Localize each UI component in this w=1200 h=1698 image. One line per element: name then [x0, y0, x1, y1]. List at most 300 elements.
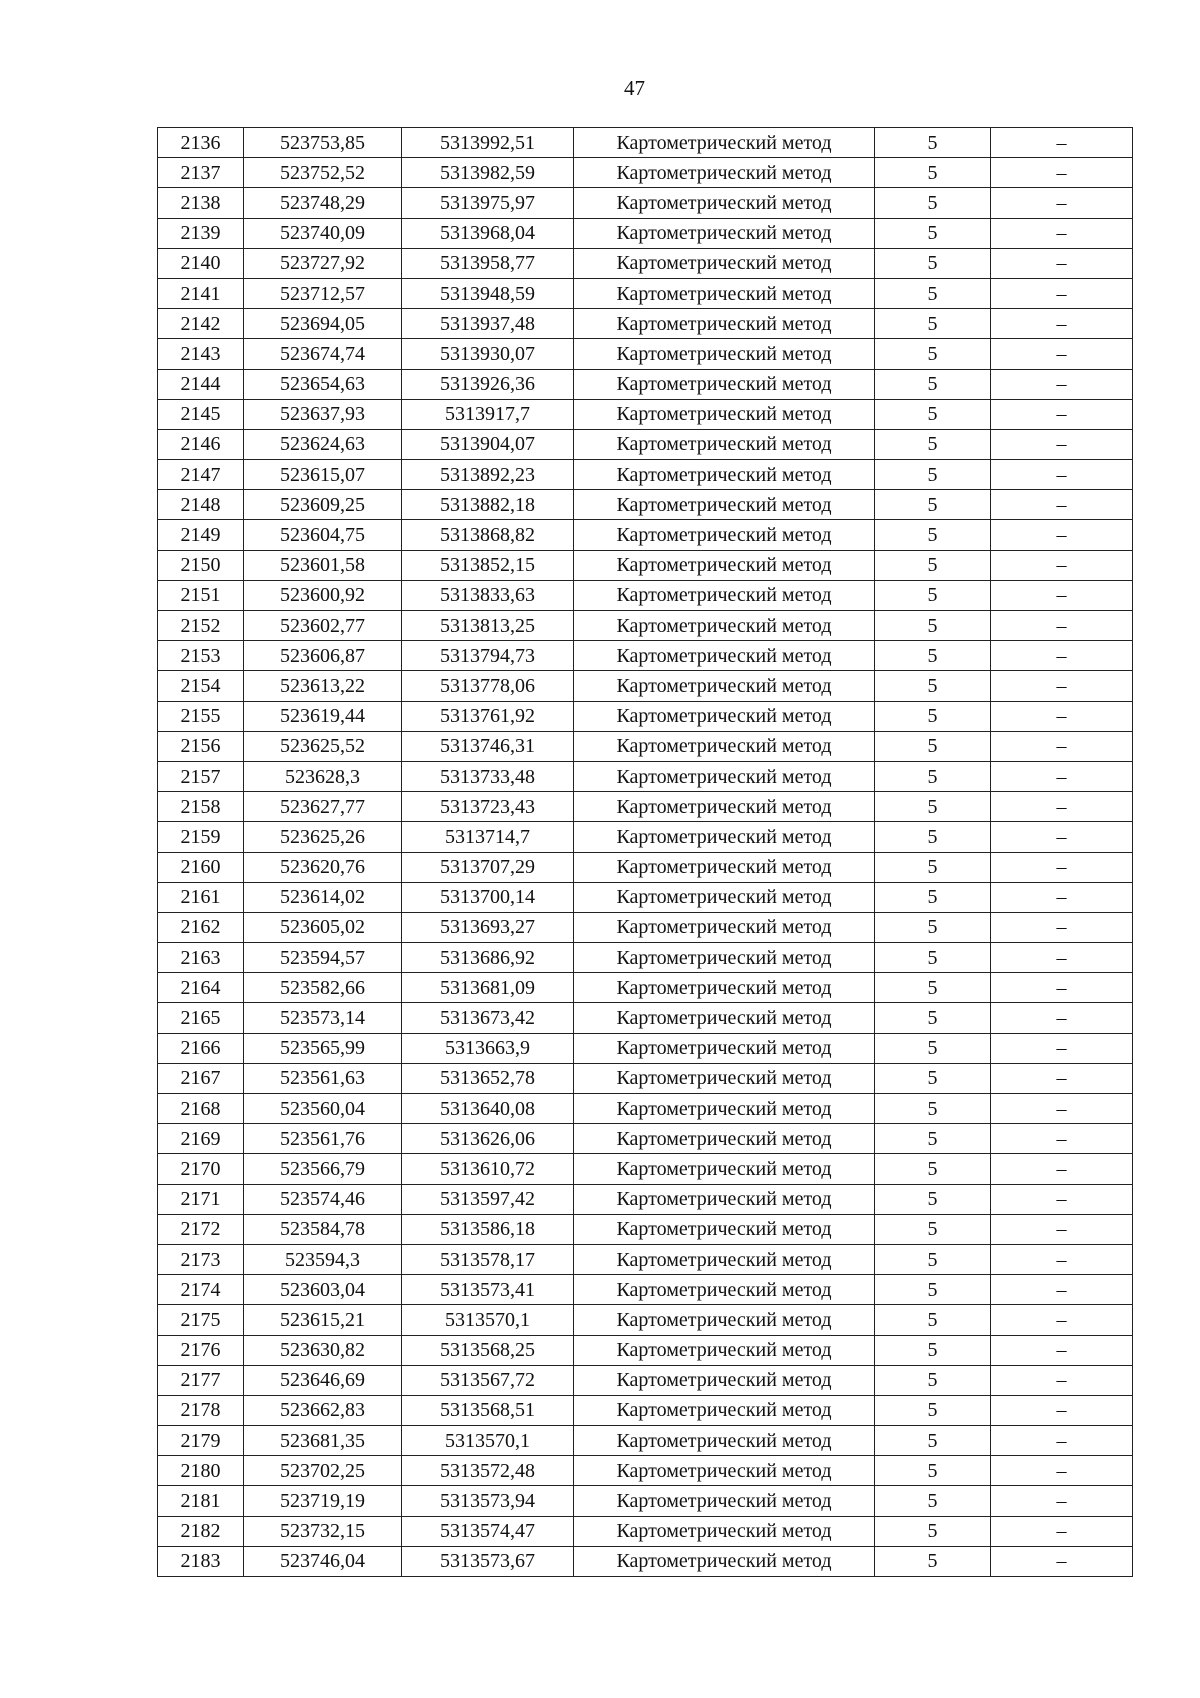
x-coordinate-cell: 523594,3	[244, 1244, 402, 1274]
x-coordinate-cell: 523654,63	[244, 369, 402, 399]
x-coordinate-cell: 523619,44	[244, 701, 402, 731]
x-coordinate-cell: 523625,52	[244, 731, 402, 761]
accuracy-cell: 5	[875, 460, 991, 490]
y-coordinate-cell: 5313570,1	[402, 1305, 574, 1335]
method-cell: Картометрический метод	[574, 248, 875, 278]
x-coordinate-cell: 523601,58	[244, 550, 402, 580]
method-cell: Картометрический метод	[574, 399, 875, 429]
point-number-cell: 2151	[158, 580, 244, 610]
table-row	[158, 1154, 1133, 1184]
x-coordinate-cell: 523603,04	[244, 1275, 402, 1305]
point-number-cell: 2182	[158, 1516, 244, 1546]
method-cell: Картометрический метод	[574, 520, 875, 550]
accuracy-cell: 5	[875, 822, 991, 852]
accuracy-cell: 5	[875, 1516, 991, 1546]
point-number-cell: 2179	[158, 1426, 244, 1456]
note-cell: –	[991, 973, 1133, 1003]
y-coordinate-cell: 5313948,59	[402, 278, 574, 308]
method-cell: Картометрический метод	[574, 278, 875, 308]
note-cell: –	[991, 278, 1133, 308]
y-coordinate-cell: 5313982,59	[402, 158, 574, 188]
accuracy-cell: 5	[875, 1305, 991, 1335]
accuracy-cell: 5	[875, 611, 991, 641]
x-coordinate-cell: 523604,75	[244, 520, 402, 550]
accuracy-cell: 5	[875, 309, 991, 339]
method-cell: Картометрический метод	[574, 611, 875, 641]
note-cell: –	[991, 1124, 1133, 1154]
note-cell: –	[991, 1546, 1133, 1576]
note-cell: –	[991, 369, 1133, 399]
y-coordinate-cell: 5313673,42	[402, 1003, 574, 1033]
y-coordinate-cell: 5313700,14	[402, 882, 574, 912]
accuracy-cell: 5	[875, 128, 991, 158]
accuracy-cell: 5	[875, 731, 991, 761]
accuracy-cell: 5	[875, 1244, 991, 1274]
table-row	[158, 1094, 1133, 1124]
point-number-cell: 2162	[158, 912, 244, 942]
method-cell: Картометрический метод	[574, 128, 875, 158]
note-cell: –	[991, 701, 1133, 731]
table-row	[158, 278, 1133, 308]
y-coordinate-cell: 5313652,78	[402, 1063, 574, 1093]
point-number-cell: 2158	[158, 792, 244, 822]
method-cell: Картометрический метод	[574, 490, 875, 520]
coordinates-table	[157, 127, 1133, 1577]
table-row	[158, 128, 1133, 158]
point-number-cell: 2144	[158, 369, 244, 399]
point-number-cell: 2150	[158, 550, 244, 580]
point-number-cell: 2161	[158, 882, 244, 912]
x-coordinate-cell: 523740,09	[244, 218, 402, 248]
y-coordinate-cell: 5313586,18	[402, 1214, 574, 1244]
note-cell: –	[991, 490, 1133, 520]
point-number-cell: 2160	[158, 852, 244, 882]
method-cell: Картометрический метод	[574, 1033, 875, 1063]
point-number-cell: 2159	[158, 822, 244, 852]
table-row	[158, 339, 1133, 369]
method-cell: Картометрический метод	[574, 1003, 875, 1033]
point-number-cell: 2136	[158, 128, 244, 158]
table-row	[158, 1335, 1133, 1365]
method-cell: Картометрический метод	[574, 1456, 875, 1486]
method-cell: Картометрический метод	[574, 852, 875, 882]
point-number-cell: 2166	[158, 1033, 244, 1063]
table-row	[158, 399, 1133, 429]
table-row	[158, 218, 1133, 248]
accuracy-cell: 5	[875, 158, 991, 188]
note-cell: –	[991, 912, 1133, 942]
accuracy-cell: 5	[875, 882, 991, 912]
x-coordinate-cell: 523566,79	[244, 1154, 402, 1184]
table-row	[158, 611, 1133, 641]
table-row	[158, 1033, 1133, 1063]
x-coordinate-cell: 523630,82	[244, 1335, 402, 1365]
x-coordinate-cell: 523605,02	[244, 912, 402, 942]
point-number-cell: 2172	[158, 1214, 244, 1244]
y-coordinate-cell: 5313868,82	[402, 520, 574, 550]
point-number-cell: 2153	[158, 641, 244, 671]
method-cell: Картометрический метод	[574, 1184, 875, 1214]
note-cell: –	[991, 1335, 1133, 1365]
accuracy-cell: 5	[875, 1184, 991, 1214]
method-cell: Картометрический метод	[574, 761, 875, 791]
x-coordinate-cell: 523702,25	[244, 1456, 402, 1486]
point-number-cell: 2154	[158, 671, 244, 701]
y-coordinate-cell: 5313778,06	[402, 671, 574, 701]
method-cell: Картометрический метод	[574, 1244, 875, 1274]
y-coordinate-cell: 5313746,31	[402, 731, 574, 761]
x-coordinate-cell: 523561,76	[244, 1124, 402, 1154]
method-cell: Картометрический метод	[574, 218, 875, 248]
point-number-cell: 2148	[158, 490, 244, 520]
point-number-cell: 2145	[158, 399, 244, 429]
x-coordinate-cell: 523727,92	[244, 248, 402, 278]
method-cell: Картометрический метод	[574, 912, 875, 942]
table-row	[158, 1486, 1133, 1516]
y-coordinate-cell: 5313567,72	[402, 1365, 574, 1395]
note-cell: –	[991, 429, 1133, 459]
table-row	[158, 550, 1133, 580]
point-number-cell: 2171	[158, 1184, 244, 1214]
point-number-cell: 2141	[158, 278, 244, 308]
method-cell: Картометрический метод	[574, 701, 875, 731]
y-coordinate-cell: 5313610,72	[402, 1154, 574, 1184]
table-row	[158, 1426, 1133, 1456]
x-coordinate-cell: 523625,26	[244, 822, 402, 852]
x-coordinate-cell: 523637,93	[244, 399, 402, 429]
y-coordinate-cell: 5313574,47	[402, 1516, 574, 1546]
note-cell: –	[991, 1033, 1133, 1063]
y-coordinate-cell: 5313926,36	[402, 369, 574, 399]
point-number-cell: 2183	[158, 1546, 244, 1576]
note-cell: –	[991, 822, 1133, 852]
y-coordinate-cell: 5313892,23	[402, 460, 574, 490]
y-coordinate-cell: 5313852,15	[402, 550, 574, 580]
accuracy-cell: 5	[875, 1275, 991, 1305]
x-coordinate-cell: 523602,77	[244, 611, 402, 641]
method-cell: Картометрический метод	[574, 641, 875, 671]
y-coordinate-cell: 5313573,94	[402, 1486, 574, 1516]
x-coordinate-cell: 523752,52	[244, 158, 402, 188]
accuracy-cell: 5	[875, 1033, 991, 1063]
table-row	[158, 1184, 1133, 1214]
table-row	[158, 369, 1133, 399]
note-cell: –	[991, 731, 1133, 761]
accuracy-cell: 5	[875, 1124, 991, 1154]
accuracy-cell: 5	[875, 1063, 991, 1093]
accuracy-cell: 5	[875, 1365, 991, 1395]
y-coordinate-cell: 5313597,42	[402, 1184, 574, 1214]
note-cell: –	[991, 761, 1133, 791]
accuracy-cell: 5	[875, 1395, 991, 1425]
note-cell: –	[991, 1516, 1133, 1546]
point-number-cell: 2168	[158, 1094, 244, 1124]
method-cell: Картометрический метод	[574, 792, 875, 822]
accuracy-cell: 5	[875, 761, 991, 791]
accuracy-cell: 5	[875, 1003, 991, 1033]
table-row	[158, 792, 1133, 822]
method-cell: Картометрический метод	[574, 1154, 875, 1184]
table-body	[158, 128, 1133, 1577]
table-row	[158, 1275, 1133, 1305]
accuracy-cell: 5	[875, 973, 991, 1003]
x-coordinate-cell: 523594,57	[244, 943, 402, 973]
y-coordinate-cell: 5313992,51	[402, 128, 574, 158]
y-coordinate-cell: 5313937,48	[402, 309, 574, 339]
method-cell: Картометрический метод	[574, 671, 875, 701]
point-number-cell: 2139	[158, 218, 244, 248]
method-cell: Картометрический метод	[574, 309, 875, 339]
x-coordinate-cell: 523681,35	[244, 1426, 402, 1456]
method-cell: Картометрический метод	[574, 1124, 875, 1154]
point-number-cell: 2178	[158, 1395, 244, 1425]
point-number-cell: 2167	[158, 1063, 244, 1093]
method-cell: Картометрический метод	[574, 1063, 875, 1093]
method-cell: Картометрический метод	[574, 158, 875, 188]
x-coordinate-cell: 523615,07	[244, 460, 402, 490]
table-row	[158, 701, 1133, 731]
point-number-cell: 2175	[158, 1305, 244, 1335]
accuracy-cell: 5	[875, 490, 991, 520]
table-row	[158, 912, 1133, 942]
table-row	[158, 1124, 1133, 1154]
y-coordinate-cell: 5313714,7	[402, 822, 574, 852]
x-coordinate-cell: 523584,78	[244, 1214, 402, 1244]
x-coordinate-cell: 523614,02	[244, 882, 402, 912]
method-cell: Картометрический метод	[574, 1094, 875, 1124]
method-cell: Картометрический метод	[574, 580, 875, 610]
note-cell: –	[991, 1305, 1133, 1335]
x-coordinate-cell: 523748,29	[244, 188, 402, 218]
x-coordinate-cell: 523753,85	[244, 128, 402, 158]
point-number-cell: 2173	[158, 1244, 244, 1274]
point-number-cell: 2146	[158, 429, 244, 459]
method-cell: Картометрический метод	[574, 943, 875, 973]
accuracy-cell: 5	[875, 943, 991, 973]
note-cell: –	[991, 671, 1133, 701]
table-row	[158, 1395, 1133, 1425]
point-number-cell: 2156	[158, 731, 244, 761]
y-coordinate-cell: 5313570,1	[402, 1426, 574, 1456]
x-coordinate-cell: 523606,87	[244, 641, 402, 671]
method-cell: Картометрический метод	[574, 188, 875, 218]
note-cell: –	[991, 309, 1133, 339]
note-cell: –	[991, 1063, 1133, 1093]
accuracy-cell: 5	[875, 399, 991, 429]
method-cell: Картометрический метод	[574, 550, 875, 580]
point-number-cell: 2181	[158, 1486, 244, 1516]
method-cell: Картометрический метод	[574, 1395, 875, 1425]
y-coordinate-cell: 5313794,73	[402, 641, 574, 671]
table-row	[158, 731, 1133, 761]
y-coordinate-cell: 5313686,92	[402, 943, 574, 973]
y-coordinate-cell: 5313693,27	[402, 912, 574, 942]
table-row	[158, 641, 1133, 671]
point-number-cell: 2174	[158, 1275, 244, 1305]
point-number-cell: 2157	[158, 761, 244, 791]
accuracy-cell: 5	[875, 188, 991, 218]
note-cell: –	[991, 1244, 1133, 1274]
accuracy-cell: 5	[875, 429, 991, 459]
y-coordinate-cell: 5313733,48	[402, 761, 574, 791]
note-cell: –	[991, 1184, 1133, 1214]
table-row	[158, 1305, 1133, 1335]
note-cell: –	[991, 1365, 1133, 1395]
x-coordinate-cell: 523582,66	[244, 973, 402, 1003]
y-coordinate-cell: 5313968,04	[402, 218, 574, 248]
y-coordinate-cell: 5313681,09	[402, 973, 574, 1003]
accuracy-cell: 5	[875, 218, 991, 248]
point-number-cell: 2143	[158, 339, 244, 369]
y-coordinate-cell: 5313568,51	[402, 1395, 574, 1425]
x-coordinate-cell: 523627,77	[244, 792, 402, 822]
x-coordinate-cell: 523694,05	[244, 309, 402, 339]
note-cell: –	[991, 943, 1133, 973]
note-cell: –	[991, 1275, 1133, 1305]
table-row	[158, 580, 1133, 610]
accuracy-cell: 5	[875, 701, 991, 731]
x-coordinate-cell: 523574,46	[244, 1184, 402, 1214]
note-cell: –	[991, 339, 1133, 369]
accuracy-cell: 5	[875, 1335, 991, 1365]
note-cell: –	[991, 128, 1133, 158]
table-row	[158, 973, 1133, 1003]
point-number-cell: 2164	[158, 973, 244, 1003]
note-cell: –	[991, 1395, 1133, 1425]
method-cell: Картометрический метод	[574, 1275, 875, 1305]
note-cell: –	[991, 460, 1133, 490]
y-coordinate-cell: 5313572,48	[402, 1456, 574, 1486]
x-coordinate-cell: 523615,21	[244, 1305, 402, 1335]
accuracy-cell: 5	[875, 369, 991, 399]
table-row	[158, 852, 1133, 882]
y-coordinate-cell: 5313904,07	[402, 429, 574, 459]
point-number-cell: 2165	[158, 1003, 244, 1033]
note-cell: –	[991, 550, 1133, 580]
accuracy-cell: 5	[875, 1486, 991, 1516]
note-cell: –	[991, 1003, 1133, 1033]
x-coordinate-cell: 523561,63	[244, 1063, 402, 1093]
note-cell: –	[991, 641, 1133, 671]
point-number-cell: 2147	[158, 460, 244, 490]
point-number-cell: 2138	[158, 188, 244, 218]
method-cell: Картометрический метод	[574, 1335, 875, 1365]
table-row	[158, 158, 1133, 188]
accuracy-cell: 5	[875, 248, 991, 278]
method-cell: Картометрический метод	[574, 1365, 875, 1395]
accuracy-cell: 5	[875, 520, 991, 550]
table-row	[158, 188, 1133, 218]
method-cell: Картометрический метод	[574, 731, 875, 761]
y-coordinate-cell: 5313917,7	[402, 399, 574, 429]
table-row	[158, 1516, 1133, 1546]
method-cell: Картометрический метод	[574, 1305, 875, 1335]
note-cell: –	[991, 1094, 1133, 1124]
table-row	[158, 943, 1133, 973]
x-coordinate-cell: 523628,3	[244, 761, 402, 791]
y-coordinate-cell: 5313573,41	[402, 1275, 574, 1305]
y-coordinate-cell: 5313573,67	[402, 1546, 574, 1576]
x-coordinate-cell: 523732,15	[244, 1516, 402, 1546]
method-cell: Картометрический метод	[574, 1546, 875, 1576]
table-row	[158, 1063, 1133, 1093]
table-row	[158, 1456, 1133, 1486]
table-row	[158, 460, 1133, 490]
method-cell: Картометрический метод	[574, 429, 875, 459]
x-coordinate-cell: 523573,14	[244, 1003, 402, 1033]
table-row	[158, 520, 1133, 550]
note-cell: –	[991, 399, 1133, 429]
x-coordinate-cell: 523712,57	[244, 278, 402, 308]
point-number-cell: 2170	[158, 1154, 244, 1184]
note-cell: –	[991, 218, 1133, 248]
point-number-cell: 2177	[158, 1365, 244, 1395]
point-number-cell: 2137	[158, 158, 244, 188]
y-coordinate-cell: 5313626,06	[402, 1124, 574, 1154]
point-number-cell: 2180	[158, 1456, 244, 1486]
method-cell: Картометрический метод	[574, 822, 875, 852]
note-cell: –	[991, 1486, 1133, 1516]
x-coordinate-cell: 523662,83	[244, 1395, 402, 1425]
note-cell: –	[991, 248, 1133, 278]
table-row	[158, 1003, 1133, 1033]
accuracy-cell: 5	[875, 1456, 991, 1486]
note-cell: –	[991, 882, 1133, 912]
accuracy-cell: 5	[875, 912, 991, 942]
x-coordinate-cell: 523674,74	[244, 339, 402, 369]
y-coordinate-cell: 5313882,18	[402, 490, 574, 520]
x-coordinate-cell: 523560,04	[244, 1094, 402, 1124]
x-coordinate-cell: 523613,22	[244, 671, 402, 701]
note-cell: –	[991, 852, 1133, 882]
table-row	[158, 1214, 1133, 1244]
method-cell: Картометрический метод	[574, 1516, 875, 1546]
note-cell: –	[991, 1214, 1133, 1244]
x-coordinate-cell: 523746,04	[244, 1546, 402, 1576]
y-coordinate-cell: 5313813,25	[402, 611, 574, 641]
table-row	[158, 490, 1133, 520]
accuracy-cell: 5	[875, 1094, 991, 1124]
note-cell: –	[991, 1426, 1133, 1456]
x-coordinate-cell: 523646,69	[244, 1365, 402, 1395]
point-number-cell: 2176	[158, 1335, 244, 1365]
y-coordinate-cell: 5313578,17	[402, 1244, 574, 1274]
table-row	[158, 1546, 1133, 1576]
note-cell: –	[991, 611, 1133, 641]
point-number-cell: 2140	[158, 248, 244, 278]
point-number-cell: 2149	[158, 520, 244, 550]
accuracy-cell: 5	[875, 1154, 991, 1184]
note-cell: –	[991, 792, 1133, 822]
y-coordinate-cell: 5313723,43	[402, 792, 574, 822]
table-row	[158, 248, 1133, 278]
note-cell: –	[991, 580, 1133, 610]
point-number-cell: 2155	[158, 701, 244, 731]
x-coordinate-cell: 523620,76	[244, 852, 402, 882]
table-row	[158, 882, 1133, 912]
accuracy-cell: 5	[875, 1546, 991, 1576]
point-number-cell: 2152	[158, 611, 244, 641]
method-cell: Картометрический метод	[574, 369, 875, 399]
table-row	[158, 761, 1133, 791]
note-cell: –	[991, 158, 1133, 188]
note-cell: –	[991, 520, 1133, 550]
point-number-cell: 2142	[158, 309, 244, 339]
method-cell: Картометрический метод	[574, 882, 875, 912]
accuracy-cell: 5	[875, 339, 991, 369]
y-coordinate-cell: 5313975,97	[402, 188, 574, 218]
x-coordinate-cell: 523719,19	[244, 1486, 402, 1516]
